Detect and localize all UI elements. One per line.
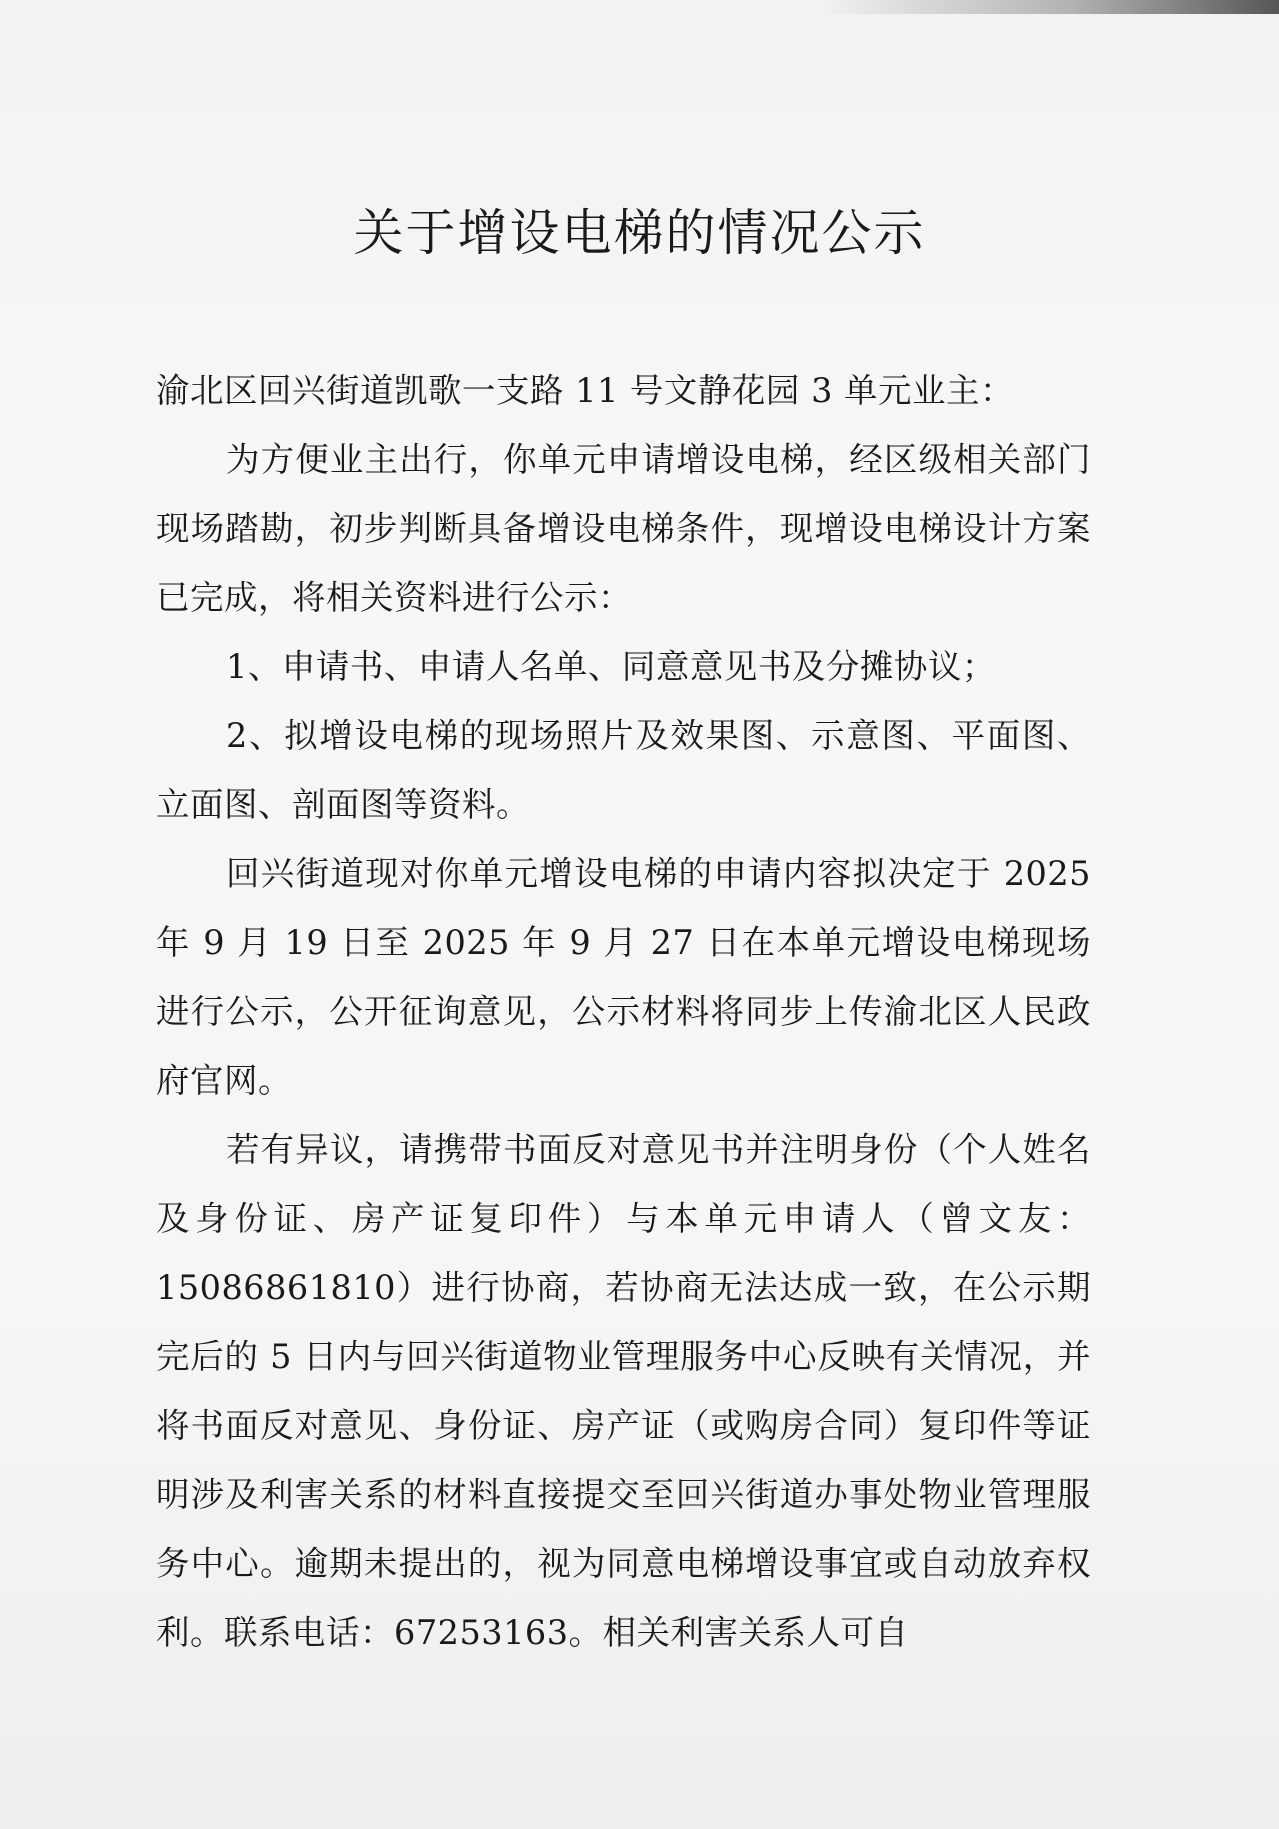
paragraph-notice-period: 回兴街道现对你单元增设电梯的申请内容拟决定于 2025 年 9 月 19 日至 2025 年 9 月 27 日在本单元增设电梯现场进行公示，公开征询意见，公示材料将同步上传渝北区人民政府官网。: [156, 854, 1091, 1100]
page-edge-shadow: [819, 0, 1279, 14]
paragraph-objection: 若有异议，请携带书面反对意见书并注明身份（个人姓名及身份证、房产证复印件）与本单元申请人（曾文友：15086861810）进行协商，若协商无法达成一致，在公示期完后的 5 日内与回兴街道物业管理服务中心反映有关情况，并将书面反对意见、身份证、房产证（或购房合同）复印件等证明涉及利害关系的材料直接提交至回兴街道办事处物业管理服务中心。逾期未提出的，视为同意电梯增设事宜或自动放弃权利。联系电话：67253163。相关利害关系人可自: [156, 1130, 1091, 1652]
list-item-1: 1、申请书、申请人名单、同意意见书及分摊协议；: [226, 647, 996, 686]
document-body: [156, 356, 1091, 1667]
salutation: 渝北区回兴街道凯歌一支路 11 号文静花园 3 单元业主：: [156, 371, 1015, 410]
document-title: 关于增设电梯的情况公示: [353, 204, 926, 262]
list-item-2: 2、拟增设电梯的现场照片及效果图、示意图、平面图、立面图、剖面图等资料。: [156, 716, 1091, 824]
paragraph-intro: 为方便业主出行，你单元申请增设电梯，经区级相关部门现场踏勘，初步判断具备增设电梯条件，现增设电梯设计方案已完成，将相关资料进行公示：: [156, 440, 1091, 617]
